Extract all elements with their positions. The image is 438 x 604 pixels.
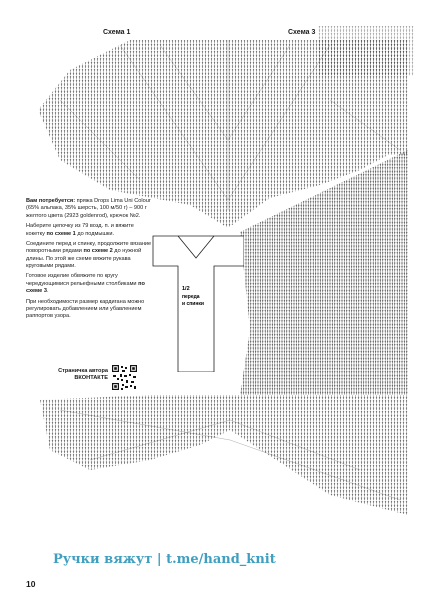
schematic-line1: переда: [182, 294, 200, 300]
materials-paragraph: [26, 198, 154, 220]
scheme3-label: Схема 3: [288, 29, 316, 36]
scheme1-label: Схема 1: [103, 29, 131, 36]
qr-code[interactable]: [111, 364, 138, 391]
instruction-4: При необходимости размер кардигана можно регулировать добавлением или убавлением раппортов узора.: [26, 298, 145, 320]
instruction-1: Наберите цепочку из 79 возд. п. и вяжите кокетку по схеме 1 до подмышки.: [26, 223, 134, 237]
author-caption: Страничка автора ВКОНТАКТЕ: [58, 368, 108, 382]
instructions-text: [26, 198, 154, 324]
page-number: 10: [26, 579, 36, 589]
lower-chart: [40, 395, 408, 515]
materials-text: пряжа Drops Lima Uni Colour (65% альпака, 35% шерсть, 100 м/50 г) – 900 г желтого цвета (2923 goldenrod), крючок №2.: [26, 198, 151, 219]
materials-heading: Вам потребуется:: [26, 198, 76, 204]
schematic-fraction: 1/2: [182, 286, 190, 292]
scheme3-chart: [318, 26, 414, 76]
schematic-line2: и спинки: [182, 301, 204, 307]
instruction-2: Соедините перед и спинку, продолжите вязание поворотными рядами по схеме 2 до нужной длины. По этой же схеме вяжите рукава круговыми рядами.: [26, 240, 152, 269]
instruction-3: Готовое изделие обвяжите по кругу чередующимися рельефными столбиками по схеме 3.: [26, 273, 145, 295]
footer-link[interactable]: Ручки вяжут | t.me/hand_knit: [53, 552, 276, 567]
garment-schematic: [152, 232, 244, 372]
